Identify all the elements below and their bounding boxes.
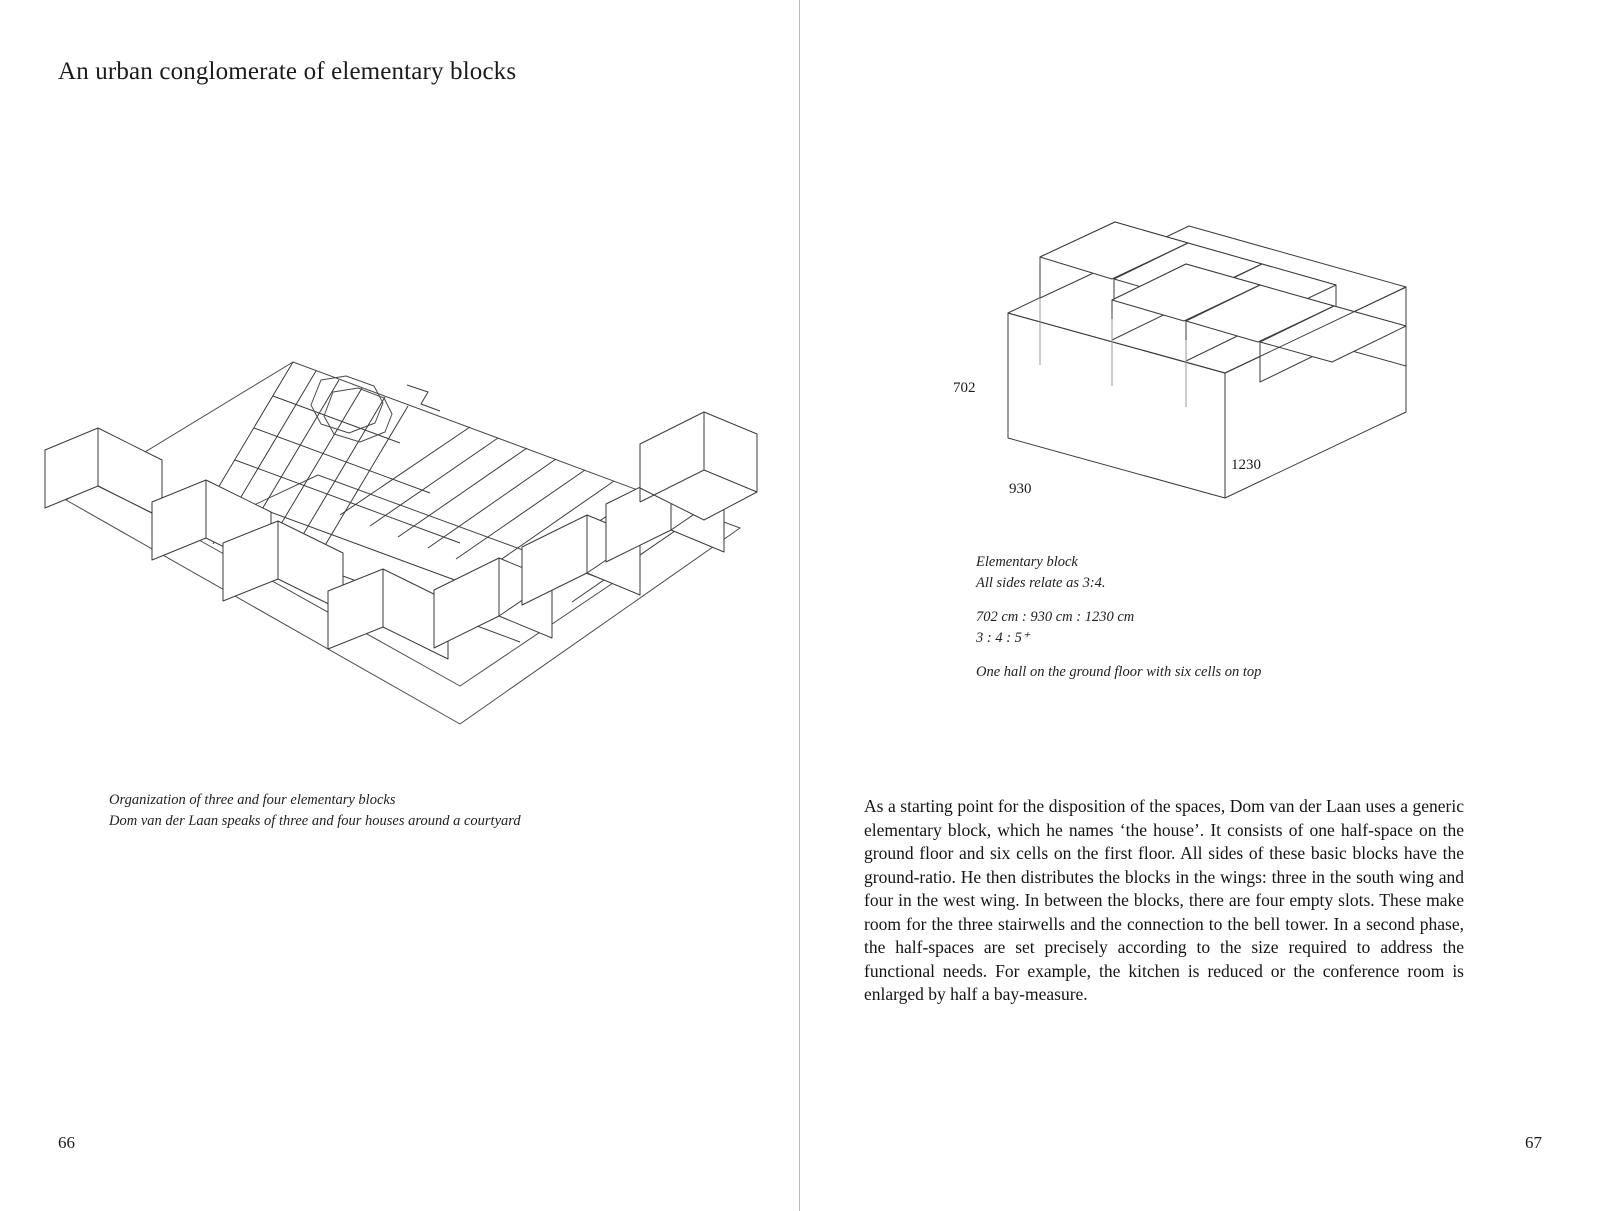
caption-right-line-5: One hall on the ground floor with six cells on top xyxy=(976,664,1262,681)
figure-urban-conglomerate xyxy=(40,330,760,760)
dimension-label-height: 702 xyxy=(953,380,976,396)
dimension-label-width: 1230 xyxy=(1231,457,1261,473)
page-number-left: 66 xyxy=(58,1133,75,1152)
body-text-block xyxy=(864,795,1464,1007)
right-page xyxy=(800,0,1600,1211)
axonometric-elementary-block xyxy=(940,195,1500,525)
caption-right-line-2: All sides relate as 3:4. xyxy=(976,574,1106,591)
figure-caption-left xyxy=(109,790,729,831)
page-number-right: 67 xyxy=(1525,1133,1542,1152)
caption-right-line-1: Elementary block xyxy=(976,554,1078,570)
body-paragraph: As a starting point for the disposition of the spaces, Dom van der Laan uses a generic elementary block, which he names ‘the house’. It consists of one half-space on the ground floor and six cells on the first floor. All sides of these basic blocks have the ground-ratio. He then distributes the blocks in the wings: three in the south wing and four in the west wing. In between the blocks, there are four empty slots. These make room for the three stairwells and the connection to the bell tower. In a second phase, the half-spaces are set precisely according to the size required to address the functional needs. For example, the kitchen is reduced or the conference room is enlarged by half a bay-measure. xyxy=(864,796,1464,1005)
caption-left-line-1: Organization of three and four elementary blocks xyxy=(109,792,396,808)
page-title: An urban conglomerate of elementary blocks xyxy=(58,58,517,85)
axonometric-courtyard-drawing xyxy=(40,330,760,760)
caption-right-line-4: 3 : 4 : 5⁺ xyxy=(976,629,1030,646)
figure-elementary-block xyxy=(940,195,1500,525)
caption-right-line-3: 702 cm : 930 cm : 1230 cm xyxy=(976,609,1135,626)
dimension-label-depth: 930 xyxy=(1009,481,1032,497)
figure-caption-right xyxy=(976,552,1456,683)
caption-left-line-2: Dom van der Laan speaks of three and four houses around a courtyard xyxy=(109,812,521,829)
